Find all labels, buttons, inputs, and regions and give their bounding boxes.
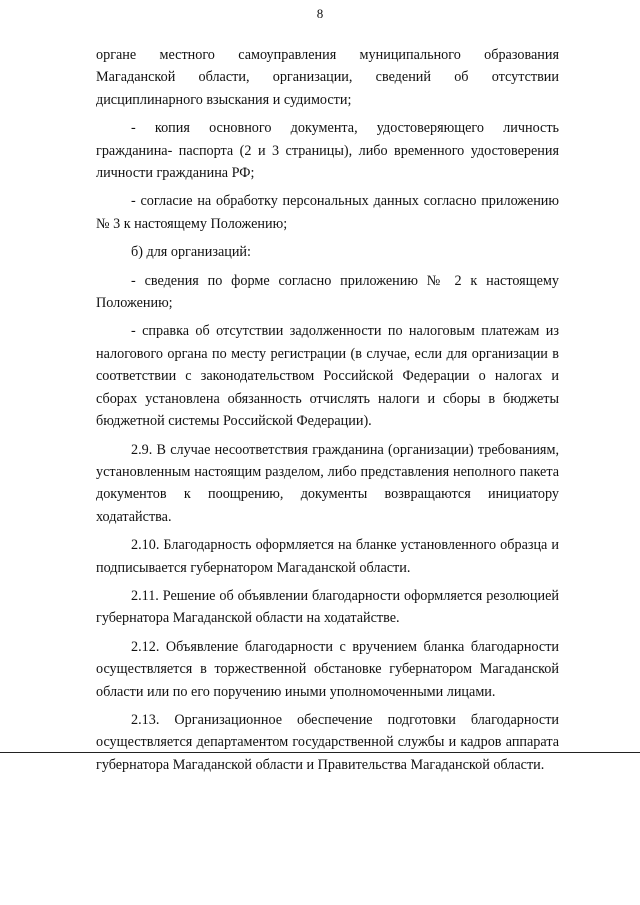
page-number: 8 [316, 6, 324, 21]
clause-2-11: 2.11. Решение об объявлении благодарности оформляется резолюцией губернатора Магаданской области на ходатайстве. [96, 587, 559, 627]
clause-2-12: 2.12. Объявление благодарности с вручением бланка благодарности осуществляется в торжественной обстановке губернатором Магаданской области или по его поручению иными уполномоченными лицами. [96, 638, 559, 700]
list-heading: б) для организаций: [131, 244, 251, 261]
clause-2-13: 2.13. Организационное обеспечение подготовки благодарности осуществляется департаментом государственной службы и кадров аппарата губернатора Магаданской области и Правительства Магаданской области. [96, 711, 559, 773]
paragraph: органе местного самоуправления муниципального образования Магаданской области, организации, сведений об отсутствии дисциплинарного взыскания и судимости; [96, 47, 559, 108]
list-item: - копия основного документа, удостоверяющего личность гражданина- паспорта (2 и 3 страницы), либо временного удостоверения личности гражданина РФ; [96, 120, 559, 182]
clause-2-9: 2.9. В случае несоответствия гражданина (организации) требованиям, установленным настоящим разделом, либо представления неполного пакета документов к поощрению, документы возвращаются инициатору ходатайства. [96, 441, 559, 525]
list-item: - справка об отсутствии задолженности по налоговым платежам из налогового органа по месту регистрации (в случае, если для организации в соответствии с законодательством Российской Федерации о налогах и сборах установлена обязанность отчислять налоги и сборы в бюджеты бюджетной системы Российской Федерации). [96, 323, 559, 430]
document-body [96, 44, 559, 776]
list-item: - согласие на обработку персональных данных согласно приложению № 3 к настоящему Положению; [96, 193, 559, 232]
list-item: - сведения по форме согласно приложению № 2 к настоящему Положению; [96, 272, 559, 312]
footer-divider [0, 752, 640, 753]
clause-2-10: 2.10. Благодарность оформляется на бланке установленного образца и подписывается губернатором Магаданской области. [96, 537, 559, 576]
